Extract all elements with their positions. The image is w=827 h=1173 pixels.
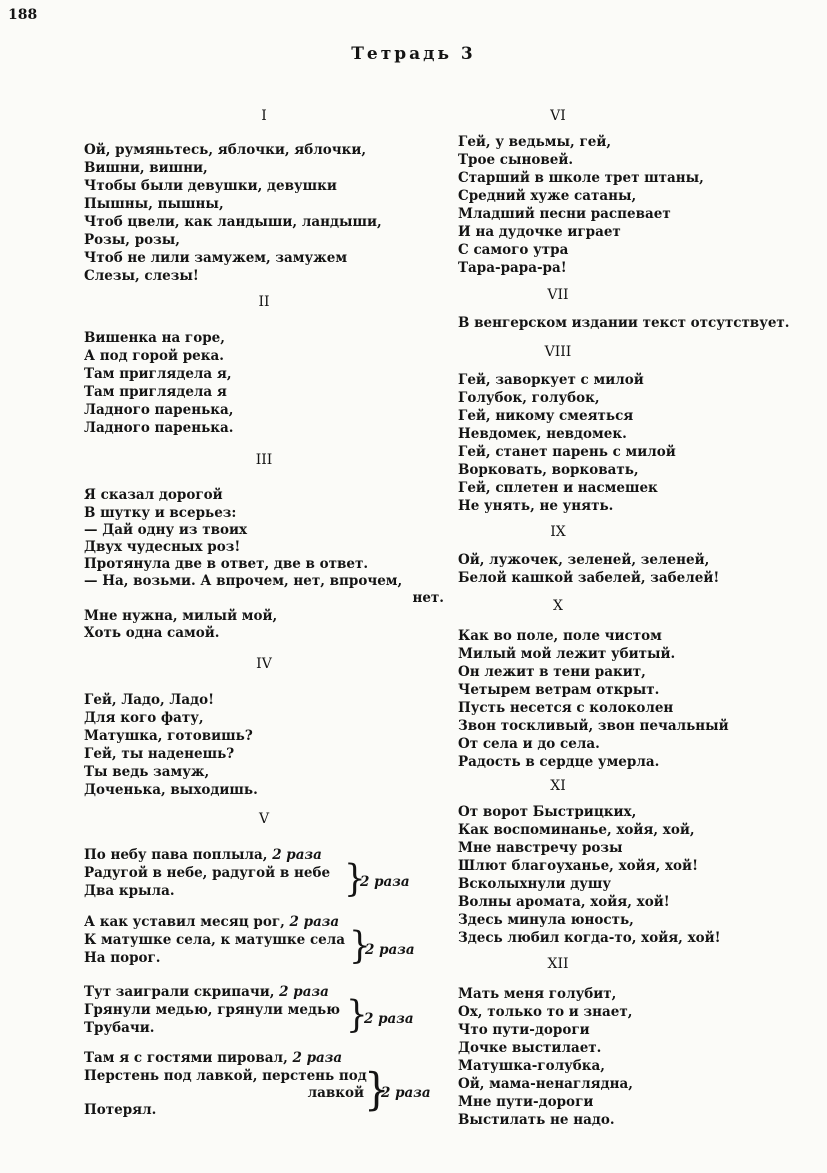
verse-line: Как во поле, поле чистом <box>458 628 662 644</box>
verse-line: Матушка-голубка, <box>458 1058 605 1074</box>
verse-line: Выстилать не надо. <box>458 1112 615 1128</box>
verse-line: Протянула две в ответ, две в ответ. <box>84 556 369 572</box>
verse-line: Розы, розы, <box>84 232 180 248</box>
verse-line: Мне навстречу розы <box>458 840 623 856</box>
verse-line: Там приглядела я, <box>84 366 232 382</box>
verse-line: Здесь минула юность, <box>458 912 634 928</box>
verse-line: Слезы, слезы! <box>84 268 199 284</box>
verse-line: По небу пава поплыла, 2 раза <box>84 847 322 863</box>
verse-line: К матушке села, к матушке села <box>84 932 346 948</box>
poem-number: XII <box>547 956 569 972</box>
verse-line: Гей, у ведьмы, гей, <box>458 134 612 150</box>
verse-line: Трое сыновей. <box>458 152 574 168</box>
verse-line: Там приглядела я <box>84 384 227 400</box>
refrain-mark: 2 раза <box>292 1050 343 1066</box>
verse-line: Белой кашкой забелей, забелей! <box>458 570 720 586</box>
brace: } <box>344 856 366 901</box>
page-title: Тетрадь 3 <box>351 44 476 64</box>
verse-line: Пусть несется с колоколен <box>458 700 674 716</box>
verse-line: Он лежит в тени ракит, <box>458 664 646 680</box>
verse-line: Не унять, не унять. <box>458 498 614 514</box>
verse-line: Там я с гостями пировал, 2 раза <box>84 1050 343 1066</box>
page-number: 188 <box>8 7 38 23</box>
verse-line-continuation: нет. <box>412 590 444 606</box>
verse-line: Мне пути-дороги <box>458 1094 594 1110</box>
verse-line: Волны аромата, хойя, хой! <box>458 894 670 910</box>
verse-line: Грянули медью, грянули медью <box>84 1002 340 1018</box>
brace: } <box>346 992 368 1037</box>
verse-line: Радугой в небе, радугой в небе <box>84 865 331 881</box>
poem-number: IV <box>256 656 272 672</box>
verse-line: Ох, только то и знает, <box>458 1004 633 1020</box>
verse-line: Хоть одна самой. <box>84 625 220 641</box>
verse-line: На порог. <box>84 950 161 966</box>
verse-line: Вишни, вишни, <box>84 160 208 176</box>
verse-line: Пышны, пышны, <box>84 196 224 212</box>
verse-line: Потерял. <box>84 1102 157 1118</box>
verse-line: Гей, никому смеяться <box>458 408 634 424</box>
poem-number: X <box>553 598 563 614</box>
verse-line: Для кого фату, <box>84 710 204 726</box>
verse-line: — На, возьми. А впрочем, нет, впрочем, <box>84 573 403 589</box>
verse-line: Чтобы были девушки, девушки <box>84 178 337 194</box>
refrain-mark: 2 раза <box>272 847 322 863</box>
verse-line: Чтоб цвели, как ландыши, ландыши, <box>84 214 382 230</box>
poem-number: XI <box>550 778 566 794</box>
verse-line: Радость в сердце умерла. <box>458 754 660 770</box>
verse-line: Гей, заворкует с милой <box>458 372 644 388</box>
brace: } <box>349 923 371 968</box>
verse-line: Два крыла. <box>84 883 175 899</box>
poem-number: II <box>258 294 270 310</box>
verse-line: Доченька, выходишь. <box>84 782 258 798</box>
poem-number: IX <box>550 524 566 540</box>
verse-line: Ой, лужочек, зеленей, зеленей, <box>458 552 710 568</box>
refrain-mark: 2 раза <box>289 914 340 930</box>
verse-line: В шутку и всерьез: <box>84 505 237 521</box>
refrain-mark: 2 раза <box>360 874 410 890</box>
verse-line: Трубачи. <box>84 1020 155 1036</box>
verse-line: Что пути-дороги <box>458 1022 590 1038</box>
verse-line-continuation: лавкой <box>307 1085 364 1101</box>
verse-line: С самого утра <box>458 242 569 258</box>
refrain-mark: 2 раза <box>381 1085 431 1101</box>
verse-line: Гей, Ладо, Ладо! <box>84 692 215 708</box>
verse-line: Милый мой лежит убитый. <box>458 646 676 662</box>
verse-line: Гей, сплетен и насмешек <box>458 480 658 496</box>
verse-line: Двух чудесных роз! <box>84 539 241 555</box>
verse-line: Чтоб не лили замужем, замужем <box>84 250 348 266</box>
verse-line: Мне нужна, милый мой, <box>84 608 278 624</box>
verse-line: Я сказал дорогой <box>84 487 223 503</box>
verse-line: Здесь любил когда-то, хойя, хой! <box>458 930 721 946</box>
verse-line: Ты ведь замуж, <box>84 764 210 780</box>
verse-line: Всколыхнули душу <box>458 876 612 892</box>
verse-line: Как воспоминанье, хойя, хой, <box>458 822 695 838</box>
verse-line: Ладного паренька, <box>84 402 234 418</box>
verse-line: Старший в школе трет штаны, <box>458 170 704 186</box>
refrain-mark: 2 раза <box>279 984 329 1000</box>
refrain-mark: 2 раза <box>364 1011 414 1027</box>
verse-line: Средний хуже сатаны, <box>458 188 637 204</box>
verse-line: Невдомек, невдомек. <box>458 426 627 442</box>
verse-line: Гей, станет парень с милой <box>458 444 676 460</box>
verse-line: А как уставил месяц рог, 2 раза <box>84 914 340 930</box>
verse-line: Тут заиграли скрипачи, 2 раза <box>84 984 329 1000</box>
verse-line: Четырем ветрам открыт. <box>458 682 660 698</box>
verse-line: Дочке выстилает. <box>458 1040 602 1056</box>
brace: } <box>364 1064 390 1116</box>
verse-line: Гей, ты наденешь? <box>84 746 235 762</box>
verse-line: От села и до села. <box>458 736 600 752</box>
poem-number: III <box>255 452 273 468</box>
verse-line: Младший песни распевает <box>458 206 671 222</box>
poem-number: V <box>258 811 270 827</box>
verse-line: А под горой река. <box>84 348 224 364</box>
verse-line: Ворковать, ворковать, <box>458 462 639 478</box>
verse-line: — Дай одну из твоих <box>84 522 248 538</box>
refrain-mark: 2 раза <box>365 942 415 958</box>
poem-number: VII <box>547 287 569 303</box>
verse-line: Вишенка на горе, <box>84 330 225 346</box>
verse-line: Тара-рара-ра! <box>458 260 567 276</box>
poem-number: VI <box>550 108 566 124</box>
verse-line: Мать меня голубит, <box>458 986 617 1002</box>
verse-line: И на дудочке играет <box>458 224 621 240</box>
verse-line: Звон тоскливый, звон печальный <box>458 718 729 734</box>
poem-number: I <box>261 108 267 124</box>
verse-line: Ладного паренька. <box>84 420 234 436</box>
verse-line: Ой, румяньтесь, яблочки, яблочки, <box>84 142 367 158</box>
verse-line: От ворот Быстрицких, <box>458 804 637 820</box>
verse-line: В венгерском издании текст отсутствует. <box>458 315 790 331</box>
poem-number: VIII <box>544 344 572 360</box>
verse-line: Матушка, готовишь? <box>84 728 253 744</box>
verse-line: Голубок, голубок, <box>458 390 600 406</box>
verse-line: Ой, мама-ненаглядна, <box>458 1076 633 1092</box>
verse-line: Перстень под лавкой, перстень под <box>84 1068 367 1084</box>
verse-line: Шлют благоуханье, хойя, хой! <box>458 858 698 874</box>
